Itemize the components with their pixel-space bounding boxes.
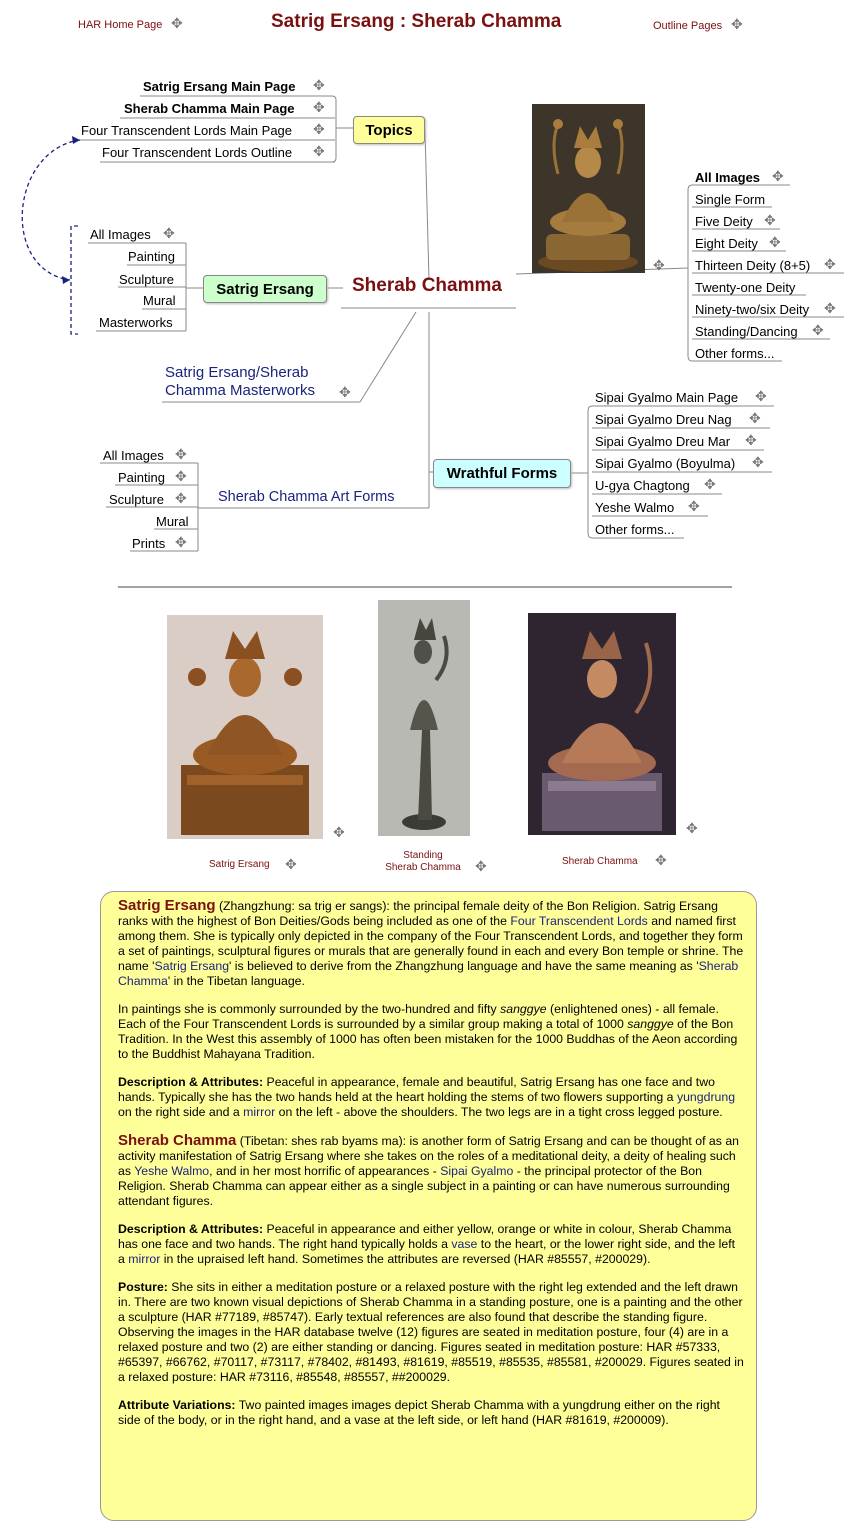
satrig-list-item[interactable]: Masterworks [99,315,173,330]
right-list-item[interactable]: All Images [695,170,761,185]
art-forms-list-item[interactable]: Prints [132,536,166,551]
text-span: of the Bon Tradition. In the West this assembly of 1000 has often been mistaken for the 1000 Buddhas of the Aeon according to the Buddhist Mahayana Tradition. [118,1017,738,1061]
endless-knot-icon[interactable]: ✥ [313,99,325,115]
satrig-ersang-main-page-link[interactable]: Satrig Ersang Main Page [143,79,296,94]
caption-satrig-ersang[interactable]: Satrig Ersang [209,859,270,870]
text-span: She sits in either a meditation posture or a relaxed posture with the right leg extended and the left drawn in. There are two known visual depictions of Sherab Chamma in a standing posture, one is a painting and the other a sculpture (HAR #77189, #85747). Early textual references are also found that describe the standing figure. Observing the images in the HAR database twelve (12) figures are seated in meditation posture, four (4) are in a relaxed posture and two (2) are either standing or dancing. Figures seated in meditation posture: HAR #57333, #65397, #66762, #70117, #73117, #78402, #81493, #81619, #85519, #85535, #85581, #200029. Figures seated in a relaxed posture: HAR #73116, #85548, #85557, ##200029. [118,1280,744,1384]
har-home-link[interactable]: HAR Home Page [78,19,163,31]
right-list-item[interactable]: Single Form [695,192,766,207]
italic-term: sanggye [500,1002,547,1016]
text-span: ' is believed to derive from the Zhangzhung language and have the same meaning as ' [229,959,699,973]
art-forms-node[interactable]: Sherab Chamma Art Forms [218,489,395,505]
art-forms-list-item[interactable]: Sculpture [109,492,164,507]
sipai-gyalmo-link[interactable]: Sipai Gyalmo [440,1164,514,1178]
endless-knot-icon[interactable]: ✥ [285,856,297,872]
art-forms-list-item[interactable]: Painting [118,470,165,485]
satrig-ersang-link[interactable]: Satrig Ersang [154,959,230,973]
text-span: Peaceful in appearance, female and beautiful, Satrig Ersang has one face and two hands. Typically she has the two hands held at the heart holding the stems of two flowers supporting a [118,1075,715,1104]
endless-knot-icon[interactable]: ✥ [653,257,665,273]
paragraph-paintings [118,1002,744,1062]
endless-knot-icon[interactable]: ✥ [688,498,700,514]
endless-knot-icon[interactable]: ✥ [175,490,187,506]
bold-label: Posture: [118,1280,168,1294]
endless-knot-icon[interactable]: ✥ [163,225,175,241]
endless-knot-icon[interactable]: ✥ [333,824,345,840]
italic-term: sanggye [627,1017,674,1031]
art-forms-list-item[interactable]: All Images [103,448,164,463]
endless-knot-icon[interactable]: ✥ [686,820,698,836]
paragraph-satrig-ersang [118,898,744,989]
mirror-link[interactable]: mirror [128,1252,161,1266]
bold-label: Description & Attributes: [118,1075,264,1089]
satrig-list-item[interactable]: All Images [90,227,151,242]
caption-line: Sherab Chamma [385,862,461,873]
text-span: - the principal protector of the Bon Religion. Sherab Chamma can appear either as a single subject in a painting or can have numerous surrounding attendant figures. [118,1164,730,1208]
endless-knot-icon[interactable]: ✥ [171,15,183,31]
endless-knot-icon[interactable]: ✥ [764,212,776,228]
text-span: In paintings she is commonly surrounded by the two-hundred and fifty [118,1002,501,1016]
endless-knot-icon[interactable]: ✥ [313,143,325,159]
satrig-ersang-node[interactable]: Satrig Ersang [203,275,327,303]
four-transcendent-lords-link[interactable]: Four Transcendent Lords [510,914,648,928]
sherab-chamma-main-page-link[interactable]: Sherab Chamma Main Page [124,101,295,116]
bold-label: Description & Attributes: [118,1222,264,1236]
sherab-chamma-bronze-photo[interactable] [532,104,645,273]
right-list-item[interactable]: Eight Deity [695,236,758,251]
standing-sherab-chamma-photo[interactable] [378,600,470,836]
paragraph-description-sherab [118,1222,744,1267]
heading-satrig-ersang: Satrig Ersang [118,897,216,914]
wrathful-list-item[interactable]: U-gya Chagtong [595,478,690,493]
sherab-chamma-photo[interactable] [528,613,676,835]
bold-label: Attribute Variations: [118,1398,236,1412]
endless-knot-icon[interactable]: ✥ [339,384,351,400]
caption-standing-sherab-chamma[interactable] [375,850,471,874]
wrathful-list-item[interactable]: Sipai Gyalmo Dreu Mar [595,434,731,449]
wrathful-list-item[interactable]: Sipai Gyalmo Main Page [595,390,739,405]
text-span: (Tibetan: shes rab byams ma): is another form of Satrig Ersang and can be thought of as an activity manifestation of Satrig Ersang where she takes on the roles of a meditational deity, a deity of healing such as [118,1134,739,1178]
masterworks-link[interactable] [165,364,315,400]
paragraph-sherab-chamma [118,1133,744,1209]
endless-knot-icon[interactable]: ✥ [704,476,716,492]
endless-knot-icon[interactable]: ✥ [824,256,836,272]
satrig-ersang-photo[interactable] [167,615,323,839]
paragraph-description-satrig [118,1075,744,1120]
endless-knot-icon[interactable]: ✥ [313,77,325,93]
wrathful-list-item[interactable]: Yeshe Walmo [595,500,675,515]
central-topic[interactable]: Sherab Chamma [352,275,502,296]
paragraph-posture [118,1280,744,1385]
endless-knot-icon[interactable]: ✥ [175,534,187,550]
endless-knot-icon[interactable]: ✥ [812,322,824,338]
right-list-item[interactable]: Standing/Dancing [695,324,798,339]
heading-sherab-chamma: Sherab Chamma [118,1132,237,1149]
endless-knot-icon[interactable]: ✥ [755,388,767,404]
right-list-item[interactable]: Ninety-two/six Deity [695,302,810,317]
text-span: and named first among them. She is typically only depicted in the company of the Four Transcendent Lords, and together they form a set of paintings, sculptural figures or murals that are generally found in each and every Bon temple or shrine. The name ' [118,914,744,973]
yeshe-walmo-link[interactable]: Yeshe Walmo [134,1164,210,1178]
topics-node[interactable]: Topics [353,116,425,144]
paragraph-attribute-variations [118,1398,744,1428]
endless-knot-icon[interactable]: ✥ [824,300,836,316]
yungdrung-link[interactable]: yungdrung [676,1090,736,1104]
right-list-item[interactable]: Other forms... [695,346,775,361]
wrathful-list-item[interactable]: Other forms... [595,522,675,537]
wrathful-list-item[interactable]: Sipai Gyalmo (Boyulma) [595,456,736,471]
endless-knot-icon[interactable]: ✥ [752,454,764,470]
text-span: Peaceful in appearance and either yellow, orange or white in colour, Sherab Chamma has one face and two hands. The right hand typically holds a [118,1222,732,1251]
endless-knot-icon[interactable]: ✥ [655,852,667,868]
right-list-item[interactable]: Five Deity [695,214,753,229]
text-span: Two painted images images depict Sherab Chamma with a yungdrung either on the right side of the body, or in the right hand, and a vase at the left side, or left hand (HAR #81619, #200009). [118,1398,720,1427]
endless-knot-icon[interactable]: ✥ [745,432,757,448]
endless-knot-icon[interactable]: ✥ [175,468,187,484]
description-textbox [100,891,757,1521]
caption-line: Standing [403,850,443,861]
text-span: , and in her most horrific of appearances - [209,1164,441,1178]
mindmap-connectors [0,0,853,600]
four-transcendent-lords-main-page-link[interactable]: Four Transcendent Lords Main Page [81,123,293,138]
mirror-link[interactable]: mirror [243,1105,276,1119]
endless-knot-icon[interactable]: ✥ [769,234,781,250]
art-forms-list-item[interactable]: Mural [156,514,189,529]
endless-knot-icon[interactable]: ✥ [731,16,743,32]
wrathful-list-item[interactable]: Sipai Gyalmo Dreu Nag [595,412,732,427]
endless-knot-icon[interactable]: ✥ [175,446,187,462]
text-span: in the upraised left hand. Sometimes the attributes are reversed (HAR #85557, #200029). [160,1252,651,1266]
satrig-list-item[interactable]: Painting [128,249,175,264]
text-span: on the right side and a [118,1105,244,1119]
text-span: to the heart, or the lower right side, and the left a [118,1237,736,1266]
satrig-list-item[interactable]: Mural [143,293,176,308]
masterworks-line2: Chamma Masterworks [165,382,316,399]
masterworks-line1: Satrig Ersang/Sherab [165,364,309,381]
endless-knot-icon[interactable]: ✥ [772,168,784,184]
satrig-list-item[interactable]: Sculpture [119,272,174,287]
endless-knot-icon[interactable]: ✥ [749,410,761,426]
endless-knot-icon[interactable]: ✥ [475,858,487,874]
page-title: Satrig Ersang : Sherab Chamma [271,11,562,32]
sherab-chamma-link[interactable]: Sherab Chamma [118,959,739,988]
wrathful-forms-node[interactable]: Wrathful Forms [433,459,571,488]
right-list-item[interactable]: Thirteen Deity (8+5) [695,258,811,273]
caption-sherab-chamma[interactable]: Sherab Chamma [562,856,638,867]
text-span: on the left - above the shoulders. The two legs are in a tight cross legged posture. [275,1105,723,1119]
endless-knot-icon[interactable]: ✥ [313,121,325,137]
vase-link[interactable]: vase [451,1237,478,1251]
text-span: (enlightened ones) - all female. Each of the Four Transcendent Lords is surrounded by a similar group making a total of 1000 [118,1002,719,1031]
right-list-item[interactable]: Twenty-one Deity [695,280,796,295]
four-transcendent-lords-outline-link[interactable]: Four Transcendent Lords Outline [102,145,293,160]
text-span: ' in the Tibetan language. [167,974,305,988]
text-span: (Zhangzhung: sa trig er sangs): the principal female deity of the Bon Religion. Satrig Ersang ranks with the highest of Bon Deities/Gods being included as one of the [118,899,718,928]
outline-pages-link[interactable]: Outline Pages [653,20,723,32]
